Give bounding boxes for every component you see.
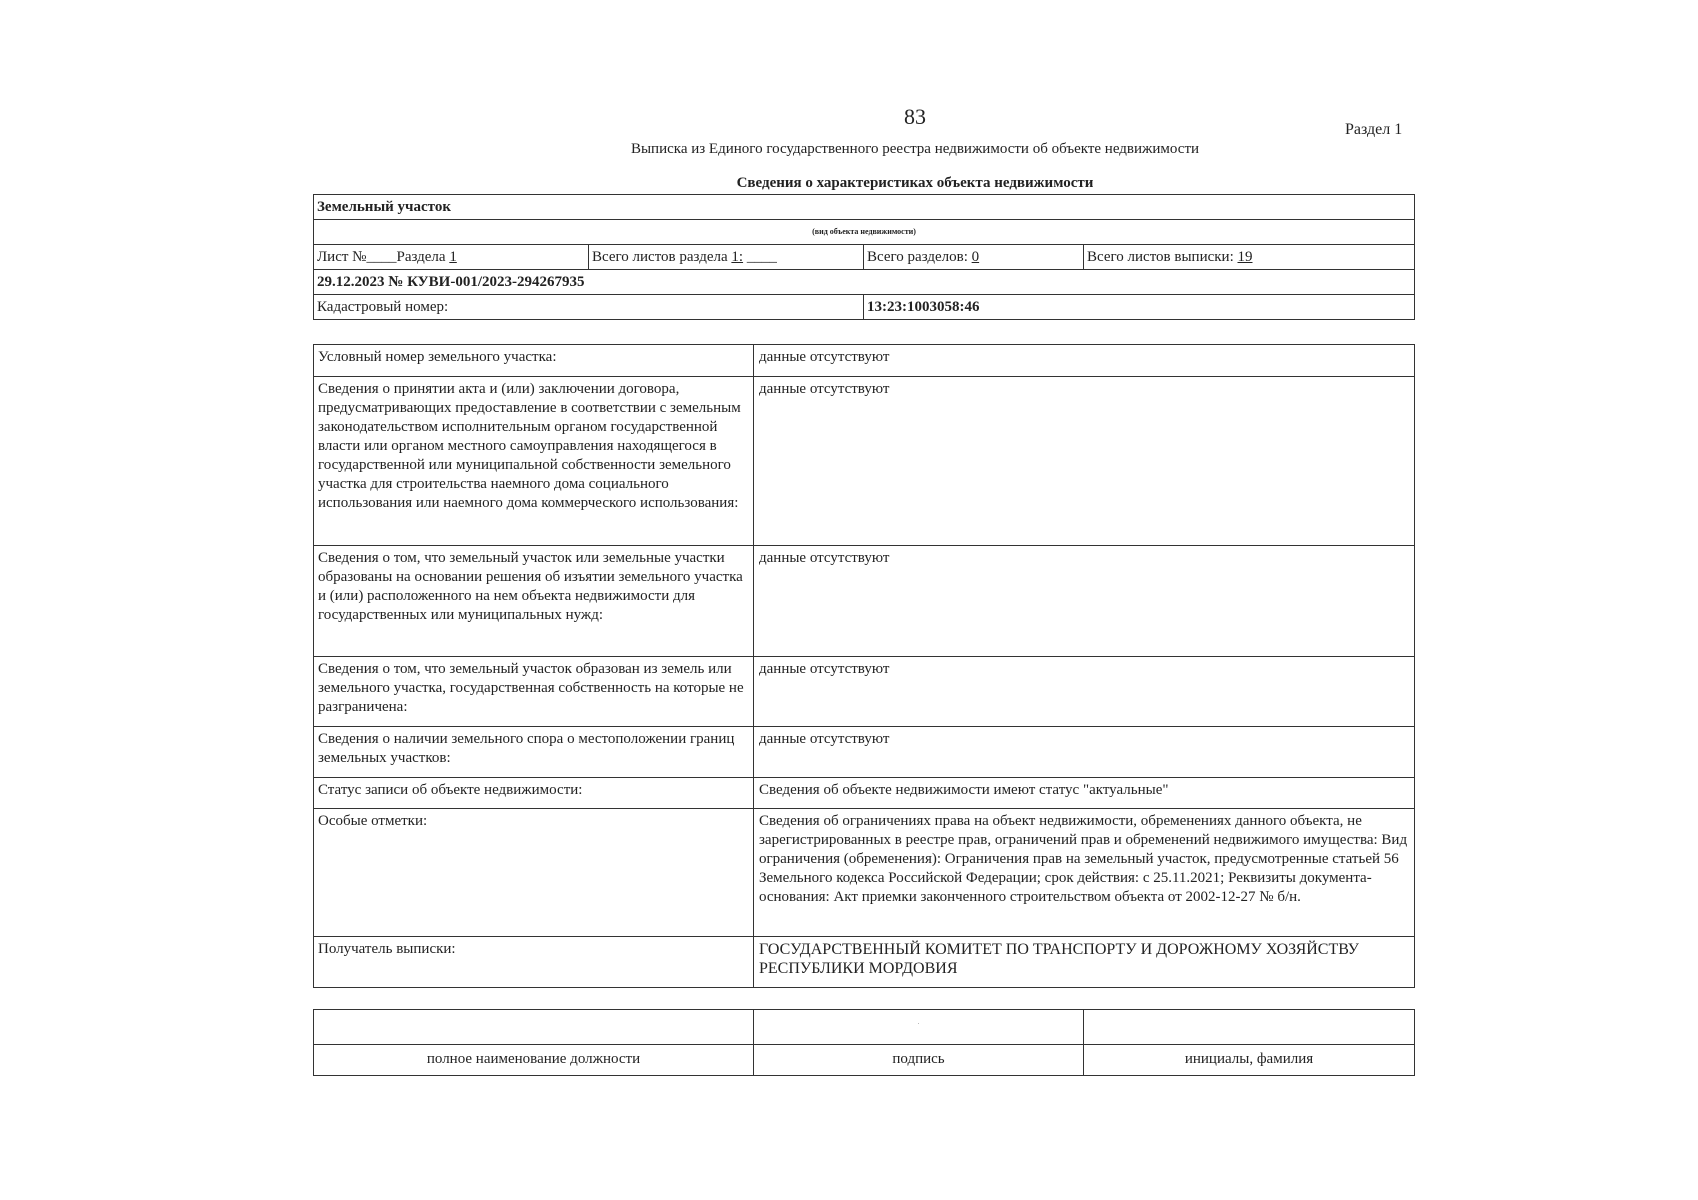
row-value: ГОСУДАРСТВЕННЫЙ КОМИТЕТ ПО ТРАНСПОРТУ И ДОРОЖНОМУ ХОЗЯЙСТВУ РЕСПУБЛИКИ МОРДОВИЯ — [754, 937, 1415, 988]
table-row — [314, 657, 1415, 727]
row-label: Сведения о том, что земельный участок образован из земель или земельного участка, государственная собственность на которые не разграничена: — [314, 657, 754, 727]
total-sheets-cell — [1084, 245, 1415, 270]
object-type: Земельный участок — [314, 195, 1415, 220]
position-caption: полное наименование должности — [314, 1045, 754, 1076]
table-row — [314, 809, 1415, 937]
section-label: Раздел 1 — [1345, 121, 1403, 138]
signature-table — [313, 1009, 1415, 1076]
row-label: Сведения о наличии земельного спора о местоположении границ земельных участков: — [314, 727, 754, 778]
total-sheets-value: 19 — [1237, 249, 1253, 265]
row-value: Сведения об объекте недвижимости имеют статус "актуальные" — [754, 778, 1415, 809]
sheet-number-label: Лист №____Раздела — [317, 249, 450, 265]
row-label: Сведения о принятии акта и (или) заключении договора, предусматривающих предоставление в соответствии с земельным законодательством исполнительным органом государственной власти или органом местного самоуправления находящегося в государственной или муниципальной собственности земельного участка для строительства наемного дома социального использования или наемного дома коммерческого использования: — [314, 377, 754, 546]
row-value: данные отсутствуют — [754, 345, 1415, 377]
row-value: данные отсутствуют — [754, 377, 1415, 546]
row-value: данные отсутствуют — [754, 546, 1415, 657]
row-value: данные отсутствуют — [754, 657, 1415, 727]
row-label: Сведения о том, что земельный участок или земельные участки образованы на основании решения об изъятии земельного участка и (или) расположенного на нем объекта недвижимости для государственных или муниципальных нужд: — [314, 546, 754, 657]
row-label: Получатель выписки: — [314, 937, 754, 988]
table-row — [314, 727, 1415, 778]
cadastral-number-label: Кадастровый номер: — [314, 295, 864, 320]
table-row — [314, 345, 1415, 377]
details-table — [313, 344, 1415, 988]
total-section-sheets-cell — [589, 245, 864, 270]
total-section-sheets-value: 1: — [731, 249, 744, 265]
name-caption: инициалы, фамилия — [1084, 1045, 1415, 1076]
sheet-section-value: 1 — [449, 249, 457, 265]
total-sections-label: Всего разделов: — [867, 249, 972, 265]
total-sheets-label: Всего листов выписки: — [1087, 249, 1238, 265]
row-label: Условный номер земельного участка: — [314, 345, 754, 377]
position-field — [314, 1010, 754, 1045]
sheet-number-cell — [314, 245, 589, 270]
row-value: Сведения об ограничениях права на объект недвижимости, обременениях данного объекта, не зарегистрированных в реестре прав, ограничений прав и обременений недвижимого имущества: Вид ограничения (обременения): Ограничения прав на земельный участок, предусмотренные статьей 56 Земельного кодекса Российской Федерации; срок действия: с 25.11.2021; Реквизиты документа-основания: Акт приемки законченного строительством объекта от 2002-12-27 № б/н. — [754, 809, 1415, 937]
header-table — [313, 194, 1415, 320]
signature-field — [754, 1010, 1084, 1045]
table-row — [314, 377, 1415, 546]
name-field — [1084, 1010, 1415, 1045]
row-value: данные отсутствуют — [754, 727, 1415, 778]
table-row — [314, 546, 1415, 657]
page-number: 83 — [904, 104, 926, 129]
row-label: Особые отметки: — [314, 809, 754, 937]
table-row — [314, 937, 1415, 988]
total-sections-value: 0 — [971, 249, 980, 265]
total-sections-cell — [864, 245, 1084, 270]
document-reference: 29.12.2023 № КУВИ-001/2023-294267935 — [314, 270, 1415, 295]
total-section-sheets-label: Всего листов раздела — [592, 249, 732, 265]
cadastral-number-value: 13:23:1003058:46 — [864, 295, 1415, 320]
document-subtitle: Сведения о характеристиках объекта недвижимости — [736, 175, 1094, 191]
table-row — [314, 778, 1415, 809]
signature-mark: . — [917, 1020, 920, 1026]
document-title: Выписка из Единого государственного реестра недвижимости об объекте недвижимости — [630, 141, 1200, 157]
object-type-caption: (вид объекта недвижимости) — [314, 220, 1415, 245]
row-label: Статус записи об объекте недвижимости: — [314, 778, 754, 809]
signature-caption: подпись — [754, 1045, 1084, 1076]
total-section-sheets-blank: ____ — [743, 249, 777, 265]
